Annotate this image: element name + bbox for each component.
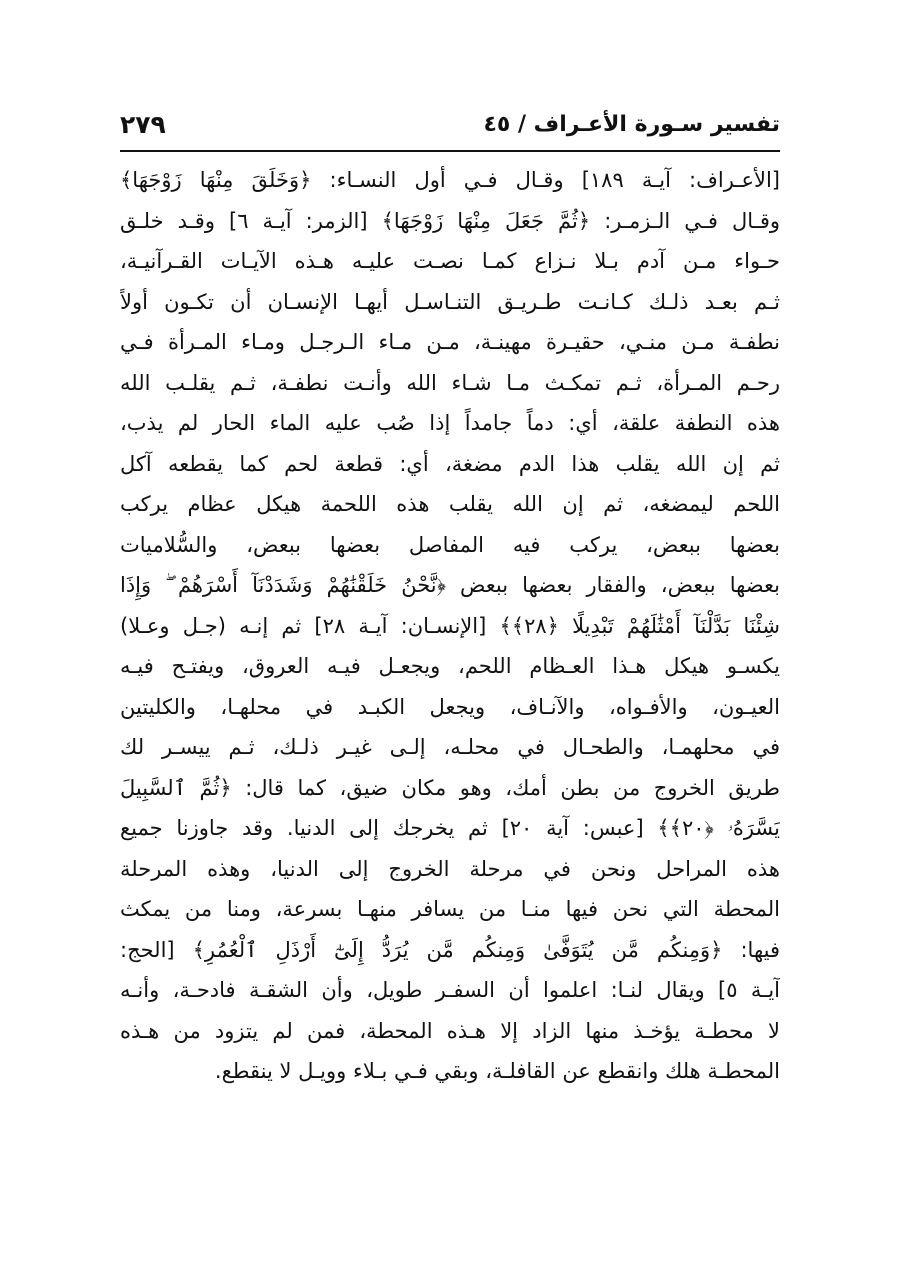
text-line: ثـم بعـد ذلـك كـانـت طـريـق التنـاسـل أيهـا الإنسـان أن تكـون أولاً: [120, 289, 780, 314]
body-text: [120, 160, 780, 1092]
text-line: بعضها ببعض، والفقار بعضها ببعض ﴿نَّحْنُ خَلَقْنَٰهُمْ وَشَدَدْنَآ أَسْرَهُمْ ۖ وَإِذَا: [120, 573, 780, 597]
text-line: آيـة ٥] ويقال لنـا: اعلموا أن السفـر طويل، وأن الشقـة فادحـة، وأنـه: [120, 978, 780, 1002]
text-line: المحطـة هلك وانقطع عن القافلـة، وبقي فـي بـلاء وويـل لا ينقطع.: [214, 1059, 780, 1083]
text-line: المحطة التي نحن فيها منـا من يسافر منهـا بسرعة، ومنا من يمكث: [120, 897, 780, 921]
text-line: نطفـة مـن منـي، حقيـرة مهينـة، مـن مـاء الـرجـل ومـاء المـرأة فـي: [120, 330, 780, 354]
text-line: يكسـو هيكل هـذا العـظام اللحم، ويجعـل فيـه العروق، ويفتـح فيـه: [120, 654, 780, 678]
text-line: اللحم ليمضغه، ثم إن الله يقلب هذه اللحمة هيكل عظام يركب: [120, 492, 780, 516]
running-title: تفسير سـورة الأعـراف / ٤٥: [483, 112, 780, 137]
text-line: لا محطـة يؤخـذ منها الزاد إلا هـذه المحطة، فمن لم يتزود من هـذه: [120, 1018, 780, 1043]
page-header: [120, 108, 780, 148]
text-line: العيـون، والأفـواه، والآنـاف، ويجعل الكبـد في محلهـا، والكليتين: [120, 694, 780, 719]
text-line: هذه المراحل ونحن في مرحلة الخروج إلى الدنيا، وهذه المرحلة: [120, 856, 780, 881]
page-number: ٢٧٩: [120, 110, 166, 139]
text-line: يَسَّرَهُۥ ﴿٢٠﴾﴾ [عبس: آية ٢٠] ثم يخرجك إلى الدنيا. وقد جاوزنا جميع: [120, 816, 780, 840]
header-divider: [120, 150, 780, 152]
text-line: شِئْنَا بَدَّلْنَآ أَمْثَٰلَهُمْ تَبْدِيلًا ﴿٢٨﴾﴾ [الإنسـان: آيـة ٢٨] ثم إنـه (جـل وعـلا): [120, 613, 780, 638]
text-line: رحـم المـرأة، ثـم تمكـث مـا شـاء الله وأنـت نطفـة، ثـم يقلـب الله: [120, 370, 780, 395]
text-line: فيها: ﴿وَمِنكُم مَّن يُتَوَفَّىٰ وَمِنكُم مَّن يُرَدُّ إِلَىٰٓ أَرْذَلِ ٱلْعُمُرِ﴾ [الحج:: [120, 937, 780, 962]
text-line: حـواء مـن آدم بـلا نـزاع كمـا نصـت عليـه هـذه الآيـات القـرآنيـة،: [120, 249, 780, 273]
text-line: طريق الخروج من بطن أمك، وهو مكان ضيق، كما قال: ﴿ثُمَّ ٱلسَّبِيلَ: [120, 775, 780, 800]
text-line: وقـال فـي الـزمـر: ﴿ثُمَّ جَعَلَ مِنْهَا زَوْجَهَا﴾ [الزمر: آيـة ٦] وقـد خلـق: [120, 208, 780, 233]
text-line: في محلهمـا، والطحـال في محلـه، إلـى غيـر ذلـك، ثـم ييسـر لك: [120, 735, 780, 759]
text-line: [الأعـراف: آيـة ١٨٩] وقـال فـي أول النسـاء: ﴿وَخَلَقَ مِنْهَا زَوْجَهَا﴾: [120, 168, 780, 192]
text-line: هذه النطفة علقة، أي: دماً جامداً إذا صُب عليه الماء الحار لم يذب،: [120, 411, 780, 435]
text-line: بعضها ببعض، يركب فيه المفاصل بعضها ببعض، والسُّلاميات: [120, 532, 780, 557]
text-line: ثم إن الله يقلب هذا الدم مضغة، أي: قطعة لحم كما يقطعه آكل: [120, 451, 780, 476]
